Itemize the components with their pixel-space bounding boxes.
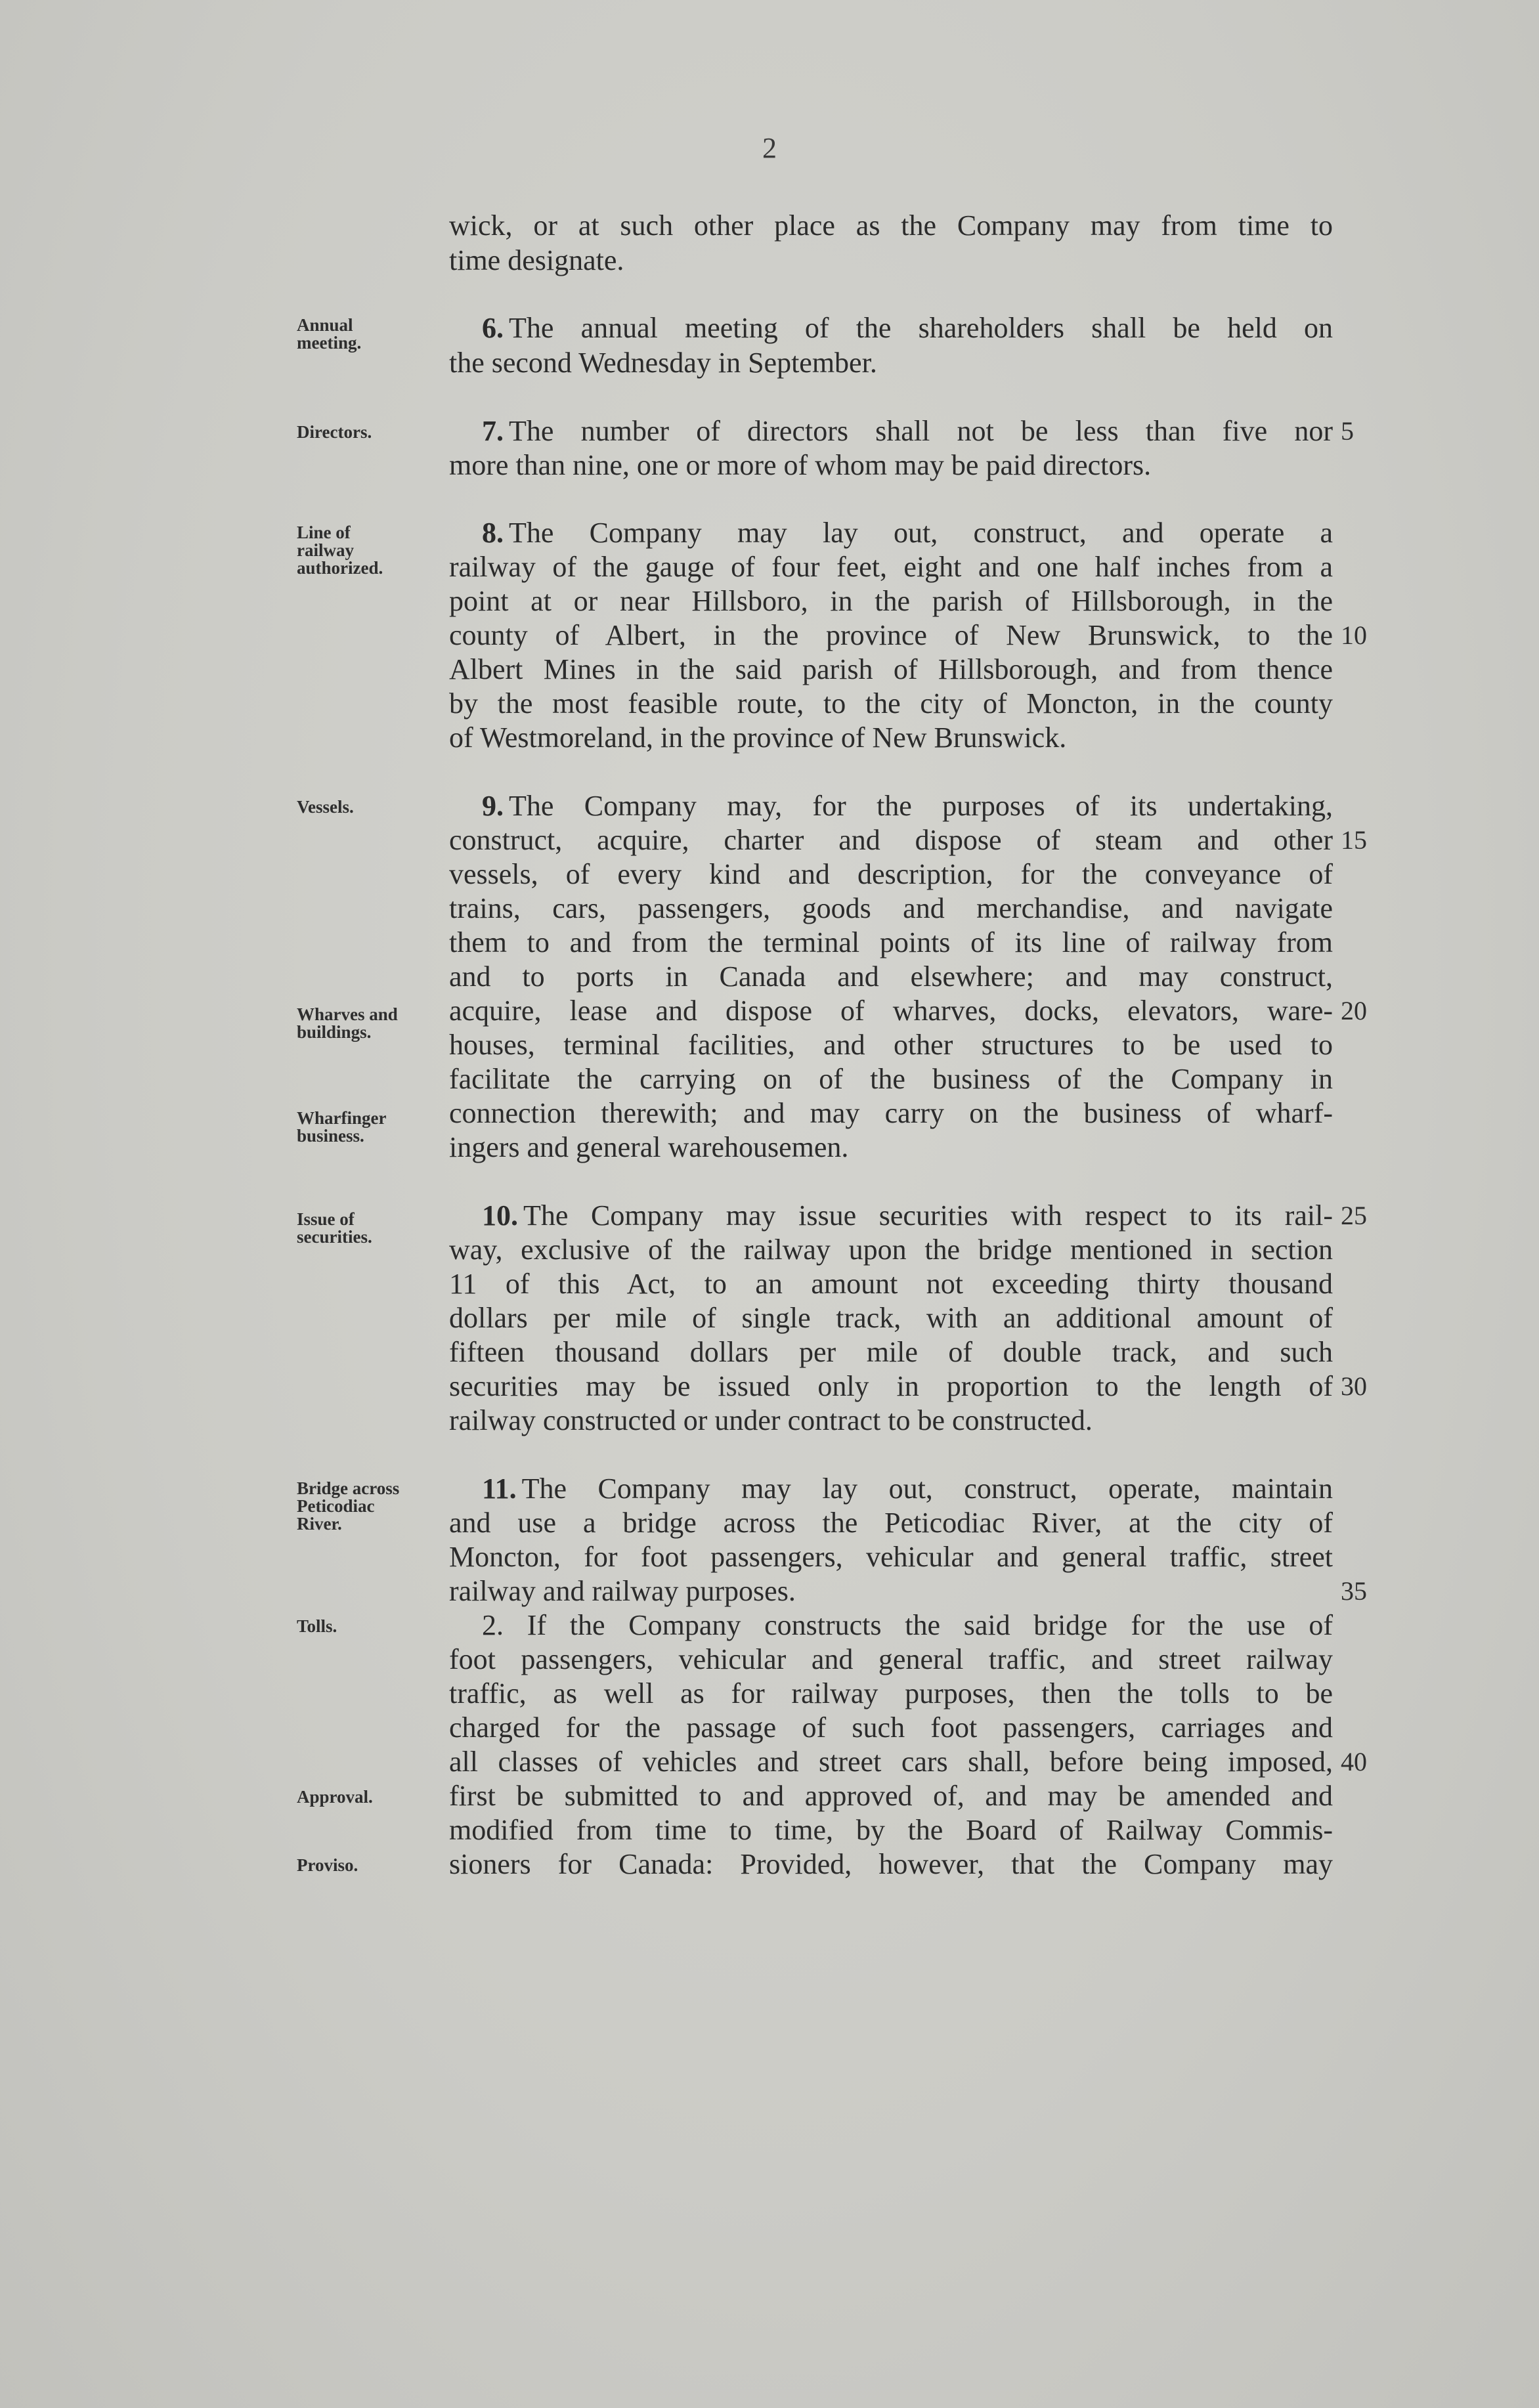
body-line (449, 311, 1333, 345)
line-text: time designate. (449, 244, 624, 276)
body-line (449, 1472, 1333, 1506)
body-line (449, 1130, 1333, 1165)
line-number: 20 (1341, 996, 1367, 1025)
body-line (449, 857, 1333, 892)
body-line (449, 1813, 1333, 1847)
line-text: foot passengers, vehicular and general traffic, and street railway (449, 1643, 1333, 1675)
body-line (449, 1745, 1333, 1779)
body-line (449, 1779, 1333, 1813)
line-text: them to and from the terminal points of its line of railway from (449, 926, 1333, 958)
line-number: 25 (1341, 1201, 1367, 1230)
line-text: railway of the gauge of four feet, eight and one half inches from a (449, 551, 1333, 583)
body-line (449, 584, 1333, 618)
margin-note: Approval. (297, 1787, 373, 1807)
margin-note: Annual meeting. (297, 315, 362, 353)
body-line (449, 926, 1333, 960)
body-line (449, 516, 1333, 550)
body-line (449, 1677, 1333, 1711)
line-text: Moncton, for foot passengers, vehicular and general traffic, street (449, 1541, 1333, 1573)
line-text: ingers and general warehousemen. (449, 1131, 849, 1163)
body-line (449, 1233, 1333, 1267)
margin-note: Issue of securities. (297, 1209, 372, 1247)
section-number: 9. (482, 790, 504, 822)
line-text: modified from time to time, by the Board of Railway Commis- (449, 1814, 1333, 1846)
line-number: 15 (1341, 825, 1367, 855)
line-text: sioners for Canada: Provided, however, that the Company may (449, 1848, 1333, 1880)
margin-note: Proviso. (297, 1855, 358, 1875)
margin-note: Bridge across Peticodiac River. (297, 1478, 400, 1534)
section-number: 11. (482, 1473, 517, 1505)
body-line (449, 960, 1333, 994)
line-text: 11 of this Act, to an amount not exceeding thirty thousand (449, 1268, 1333, 1300)
line-text: all classes of vehicles and street cars shall, before being imposed, (449, 1746, 1333, 1778)
line-text: point at or near Hillsboro, in the parish of Hillsborough, in the (449, 585, 1333, 617)
body-line (449, 1643, 1333, 1677)
line-text: way, exclusive of the railway upon the bridge mentioned in section (449, 1234, 1333, 1266)
line-text: and use a bridge across the Peticodiac River, at the city of (449, 1507, 1333, 1539)
body-line (449, 994, 1333, 1028)
section-number: 7. (482, 415, 504, 447)
line-text: The annual meeting of the shareholders shall be held on (509, 312, 1333, 344)
line-text: vessels, of every kind and description, for the conveyance of (449, 858, 1333, 890)
line-text: trains, cars, passengers, goods and merchandise, and navigate (449, 892, 1333, 924)
line-text: first be submitted to and approved of, and may be amended and (449, 1780, 1333, 1812)
body-line (449, 892, 1333, 926)
line-text: 2. If the Company constructs the said bridge for the use of (482, 1609, 1333, 1641)
margin-note: Directors. (297, 422, 372, 442)
body-line (449, 721, 1333, 755)
body-line (449, 1028, 1333, 1062)
body-line (449, 244, 1333, 278)
body-line (449, 1301, 1333, 1335)
body-line (449, 1369, 1333, 1404)
line-text: county of Albert, in the province of New Brunswick, to the (449, 619, 1333, 651)
body-line (449, 414, 1333, 448)
line-text: connection therewith; and may carry on the business of wharf- (449, 1097, 1333, 1129)
line-number: 5 (1341, 416, 1354, 446)
body-line (449, 448, 1333, 483)
line-text: The Company may issue securities with respect to its rail- (523, 1199, 1333, 1232)
line-number: 10 (1341, 620, 1367, 650)
line-text: The number of directors shall not be less than five nor (509, 415, 1333, 447)
body-line (449, 687, 1333, 721)
line-text: facilitate the carrying on of the business of the Company in (449, 1063, 1333, 1095)
body-line (449, 1506, 1333, 1540)
margin-note: Wharfinger business. (297, 1108, 387, 1146)
body-line (449, 653, 1333, 687)
body-line (449, 1199, 1333, 1233)
body-line (449, 1711, 1333, 1745)
line-text: more than nine, one or more of whom may be paid directors. (449, 449, 1152, 481)
margin-note: Vessels. (297, 797, 354, 817)
line-text: railway and railway purposes. (449, 1575, 796, 1607)
body-line (449, 1608, 1333, 1643)
margin-note: Line of railway authorized. (297, 523, 383, 578)
body-line (449, 1335, 1333, 1369)
line-text: traffic, as well as for railway purposes, then the tolls to be (449, 1677, 1333, 1709)
body-line (449, 209, 1333, 243)
line-text: by the most feasible route, to the city of Moncton, in the county (449, 687, 1333, 720)
line-number: 40 (1341, 1747, 1367, 1776)
body-line (449, 1062, 1333, 1096)
line-text: houses, terminal facilities, and other structures to be used to (449, 1029, 1333, 1061)
section-number: 6. (482, 312, 504, 344)
body-line (449, 1096, 1333, 1130)
body-line (449, 618, 1333, 653)
margin-note: Wharves and buildings. (297, 1004, 398, 1042)
line-text: railway constructed or under contract to be constructed. (449, 1404, 1093, 1436)
line-text: The Company may lay out, construct, operate, maintain (521, 1473, 1333, 1505)
margin-note: Tolls. (297, 1616, 337, 1636)
line-number: 35 (1341, 1576, 1367, 1606)
section-number: 8. (482, 517, 504, 549)
line-text: and to ports in Canada and elsewhere; and may construct, (449, 960, 1333, 993)
body-line (449, 1404, 1333, 1438)
line-text: charged for the passage of such foot passengers, carriages and (449, 1711, 1333, 1744)
line-number: 30 (1341, 1371, 1367, 1401)
body-line (449, 1847, 1333, 1881)
body-line (449, 1267, 1333, 1301)
line-text: acquire, lease and dispose of wharves, docks, elevators, ware- (449, 995, 1333, 1027)
section-number: 10. (482, 1199, 518, 1232)
body-line (449, 823, 1333, 857)
body-line (449, 1540, 1333, 1574)
body-line (449, 789, 1333, 823)
page-number: 2 (762, 132, 777, 164)
line-text: Albert Mines in the said parish of Hillsborough, and from thence (449, 653, 1333, 685)
line-text: the second Wednesday in September. (449, 347, 877, 379)
line-text: dollars per mile of single track, with an additional amount of (449, 1302, 1333, 1334)
line-text: construct, acquire, charter and dispose of steam and other (449, 824, 1333, 856)
line-text: of Westmoreland, in the province of New Brunswick. (449, 721, 1067, 754)
body-line (449, 1574, 1333, 1608)
line-text: The Company may, for the purposes of its undertaking, (509, 790, 1333, 822)
line-text: wick, or at such other place as the Company may from time to (449, 209, 1333, 242)
body-line (449, 550, 1333, 584)
body-line (449, 346, 1333, 380)
line-text: securities may be issued only in proportion to the length of (449, 1370, 1333, 1402)
line-text: fifteen thousand dollars per mile of double track, and such (449, 1336, 1333, 1368)
line-text: The Company may lay out, construct, and operate a (509, 517, 1333, 549)
